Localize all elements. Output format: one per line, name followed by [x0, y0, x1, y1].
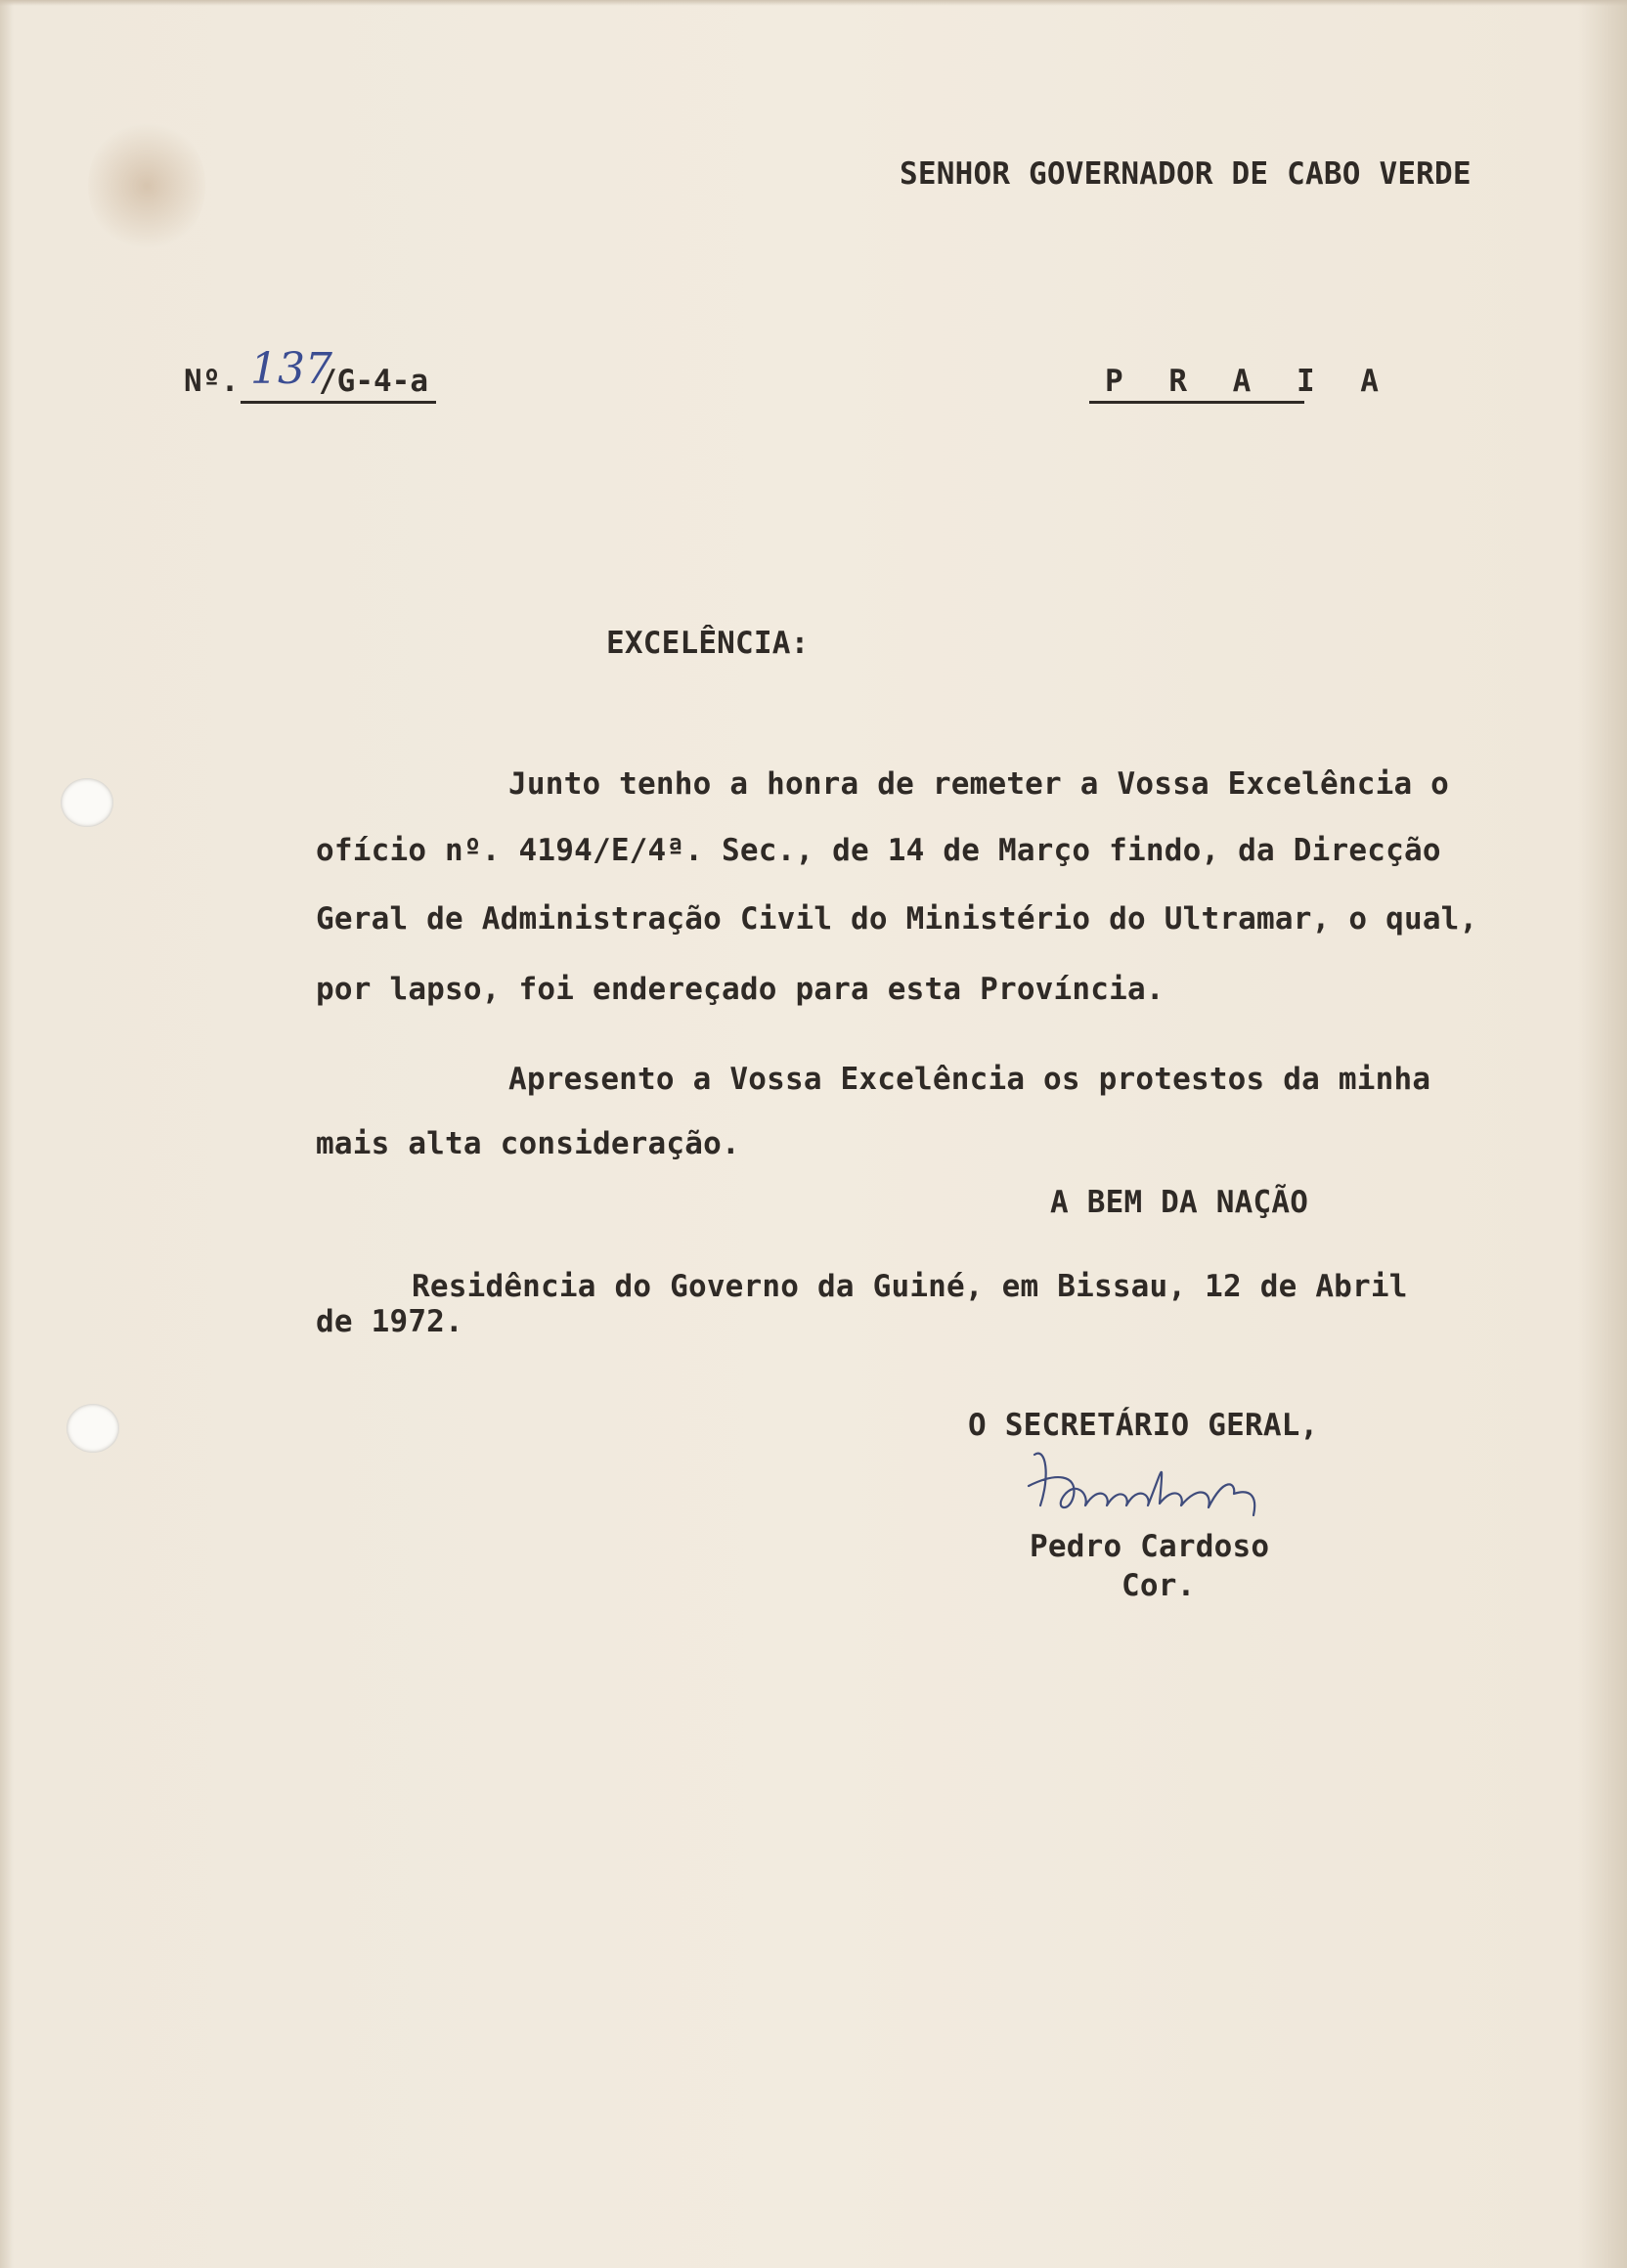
reference-handwritten-number: 137	[250, 344, 332, 394]
addressee: SENHOR GOVERNADOR DE CABO VERDE	[900, 156, 1472, 192]
salutation: EXCELÊNCIA:	[606, 626, 810, 661]
signer-name: Pedro Cardoso	[1030, 1529, 1270, 1564]
city-underline	[1089, 401, 1304, 404]
body-paragraph-2-line: Apresento a Vossa Excelência os protestos da minha	[508, 1062, 1431, 1097]
signer-rank: Cor.	[1121, 1568, 1196, 1603]
body-paragraph-1-line: Junto tenho a honra de remeter a Vossa Excelência o	[508, 766, 1450, 802]
destination-city: P R A I A	[1105, 364, 1392, 399]
reference-suffix: /G-4-a	[319, 364, 428, 399]
punch-hole-bottom	[66, 1404, 119, 1453]
body-paragraph-1-line: Geral de Administração Civil do Ministério do Ultramar, o qual,	[316, 901, 1478, 937]
place-date-line: Residência do Governo da Guiné, em Bissau, 12 de Abril	[412, 1269, 1408, 1304]
punch-hole-top	[61, 778, 113, 827]
reference-prefix: Nº.	[184, 364, 240, 399]
place-date-line: de 1972.	[316, 1304, 463, 1339]
page-top-edge	[0, 0, 1627, 6]
body-paragraph-2-line: mais alta consideração.	[316, 1126, 740, 1161]
body-paragraph-1-line: por lapso, foi endereçado para esta Província.	[316, 972, 1165, 1007]
handwritten-signature	[1017, 1437, 1300, 1525]
paper-stain	[88, 117, 205, 254]
body-paragraph-1-line: ofício nº. 4194/E/4ª. Sec., de 14 de Março findo, da Direcção	[316, 833, 1441, 868]
closing-formula: A BEM DA NAÇÃO	[1050, 1185, 1309, 1220]
signer-title: O SECRETÁRIO GERAL,	[968, 1408, 1319, 1443]
